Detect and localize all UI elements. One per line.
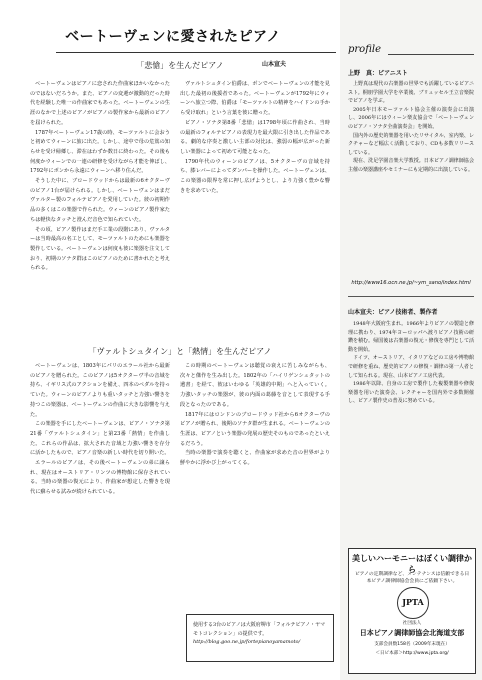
profile-heading: profile	[348, 44, 381, 55]
org-website[interactable]: ＜日ピ本部＞http://www.jpta.org/	[375, 651, 449, 656]
person2-bio	[348, 320, 474, 406]
bio-paragraph: 国内外の歴史的楽器を用いたリサイタル、室内楽、レクチャーなど幅広く活動しており、CDも多数リリースしている。	[348, 132, 474, 156]
bio-paragraph: 2005年日本モーツァルト協会主催の演奏会に出演し、2006年にはウィーン楽友協会で「ベートーヴェンのピアノ・ソナタ全曲演奏会」を開始。	[348, 106, 474, 130]
blog-link[interactable]: http://blog.goo.ne.jp/fortepianoyamamoto/	[193, 639, 301, 645]
paragraph: エラールのピアノは、その後ベートーヴェンの弟に譲られ、現在はオーストリア・リンツの博物館に保存されている。当時の楽器の復元により、作曲家が想定した響きを現代に蘇らせる試みが続けられている。	[30, 460, 170, 496]
paragraph: 1787年ベートーヴェン17歳の時、モーツァルトに会おうと初めてウィーンに旅に出た。しかし、途中で母の危篤の知らせを受け帰郷し、滞在はわずか数日に終わった。その後も何度かウィーンでの一連の研修を受けながら才能を伸ばし、1792年にボンから永遠にウィーンへ移り住んだ。	[30, 129, 170, 175]
paragraph: ベートーヴェンは、1803年にパリのエラール社から最新のピアノを贈られた。このピアノは5オクターヴ半の音域を持ち、イギリス式のアクションを備え、四本のペダルを持っていた。ウィーンのピアノよりも重いタッチと力強い響きを持つこの楽器は、ベートーヴェンの作曲に大きな影響を与えた。	[30, 363, 170, 418]
person2-name: 山本宣夫：ピアノ技術者、製作者	[348, 309, 438, 316]
credit-note-text	[193, 621, 329, 647]
logo-text: JPTA	[402, 597, 424, 607]
org-members: 支部会員数158名（2009年末現在）	[374, 642, 450, 647]
section1-left-column	[30, 80, 170, 340]
section1-title: 「悲愴」を生んだピアノ	[136, 61, 224, 70]
bio-paragraph: 上野真は現代の古楽器の世界でも活躍しているピアニスト。桐朋学園大学を卒業後、ブリュッセル王立音楽院でピアノを学ぶ。	[348, 81, 474, 105]
association-ad	[348, 548, 476, 674]
paragraph: この楽器を手にしたベートーヴェンは、ピアノ・ソナタ第21番「ヴァルトシュタイン」と第23番「熱情」を作曲した。これらの作品は、拡大された音域と力強い響きを存分に活かしたもので、ピアノ音楽の新しい時代を切り開いた。	[30, 421, 170, 457]
paragraph: その頃、ピアノ製作はまだ手工業の段階にあり、ヴァルターは当時最高の名工として、モーツァルトのためにも楽器を製作している。ベートーヴェンは何度も彼に楽器を注文しており、初期のソナタ群はこのピアノのために書かれたと考えられる。	[30, 226, 170, 272]
paragraph: この時期のベートーヴェンは聴覚の衰えに苦しみながらも、次々と傑作を生み出した。1802年の「ハイリゲンシュタットの遺書」を経て、彼はいわゆる「英雄的中期」へと入っていく。力強いタッチの楽器が、彼の内面の葛藤を音として表現する手段となったのである。	[180, 363, 330, 408]
profile-sidebar	[340, 0, 482, 680]
bio-paragraph: 現在、洗足学園音楽大学教授。日本ピアノ調律師協会主催の楽器講座やセミナーにも定期的に出演している。	[348, 158, 474, 173]
bio-paragraph: ドイツ、オーストリア、イタリアなどの工房や博物館で研修を重ね、歴史的ピアノの修復・調律の第一人者として知られる。現在、山本ピアノ工房代表。	[348, 355, 474, 379]
divider	[348, 296, 474, 297]
ad-title: 美しいハーモニーはぼくい調律から	[352, 553, 472, 574]
bio-paragraph: 1986年以降、自身の工房で製作した複製楽器や修復楽器を用いた演奏会、レクチャーを国内外で多数開催し、ピアノ製作史の普及に努めている。	[348, 381, 474, 405]
credit-note	[186, 614, 334, 662]
paragraph: 1790年代のウィーンのピアノは、5オクターヴの音域を持ち、膝レバーによってダンパーを操作した。ベートーヴェンは、この楽器の限界を常に押し広げようとし、より力強く豊かな響きを求めていた。	[180, 158, 330, 194]
person1-name: 上野 真：ピアニスト	[348, 70, 408, 77]
section2-left-column	[30, 362, 170, 662]
paragraph: そうした中に、ブロードウッドからは最新の6オクターヴのピアノ1台が届けられる。しかし、ベートーヴェンはまだヴァルター製のフォルテピアノを愛用していた。彼の初期作品の多くはこの楽器で作られた。ウィーンのピアノ製作家たちは軽快なタッチと澄んだ音色で知られていた。	[30, 178, 170, 223]
org-name: 日本ピアノ調律師協会北海道支部	[359, 629, 465, 637]
section1-right-column	[180, 80, 330, 340]
paragraph: ピアノ・ソナタ第8番「悲愴」は1798年頃に作曲され、当時の最新のフォルテピアノの表現力を最大限に引き出した作品である。劇的な序奏と激しい主部の対比は、強弱の幅が広がった新しい楽器によって初めて可能となった。	[180, 119, 330, 155]
article-title: ベートーヴェンに愛されたピアノ	[65, 29, 281, 45]
section2-title: 「ヴァルトシュタイン」と「熱情」を生んだピアノ	[88, 347, 272, 356]
paragraph: 1817年にはロンドンのブロードウッド社から6オクターヴのピアノが贈られ、後期のソナタ群が生まれる。ベートーヴェンの生涯は、ピアノという楽器の発展の歴史そのものであったといえるだろう。	[180, 411, 330, 447]
association-logo-icon	[397, 587, 429, 619]
paragraph: ベートーヴェンはピアノに恋された作曲家ほかいなかったのではないだろうか。また、ピアノの変遷が激動的だった時代を経験した唯一の作曲家でもあった。ベートーヴェンの生涯のなかで上述のピアノがピアノの製作家から最新のピアノを届けられた。	[30, 81, 170, 126]
bio-paragraph: 1948年大阪府生まれ。1966年よりピアノの製造と修理に携わり、1974年ヨーロッパへ渡りピアノ技術の研鑽を積む。帰国後は古楽器の復元・修復を専門として活動を開始。	[348, 321, 474, 353]
website-link[interactable]: http://www16.ocn.ne.jp/~ym_sano/index.html	[351, 280, 471, 286]
author-name: 山本宣夫	[262, 61, 287, 68]
section2-right-column	[180, 362, 330, 608]
paragraph: 当時の楽器で演奏を聴くと、作曲家が求めた音の世界がより鮮やかに浮かび上がってくる。	[180, 450, 330, 467]
title-rule	[56, 52, 336, 53]
profile-rule	[388, 54, 474, 55]
credit-text: 使用する3台のピアノは大阪府堺市「フォルテピアノ・ヤマモトコレクション」の提供です。	[193, 622, 326, 637]
person1-bio	[348, 80, 474, 175]
org-type: 社団法人	[402, 621, 422, 626]
paragraph: ヴァルトシュタイン伯爵は、ボンでベートーヴェンの才能を見出した最初の後援者であった。ベートーヴェンが1792年にウィーンへ旅立つ際、伯爵は「モーツァルトの精神をハイドンの手から受け取れ」という言葉を彼に贈った。	[180, 81, 330, 117]
ad-description: ピアノの定期調律など、メンテナンスは信頼できる日本ピアノ調律師協会会員にご依頼下さい。	[354, 572, 470, 584]
